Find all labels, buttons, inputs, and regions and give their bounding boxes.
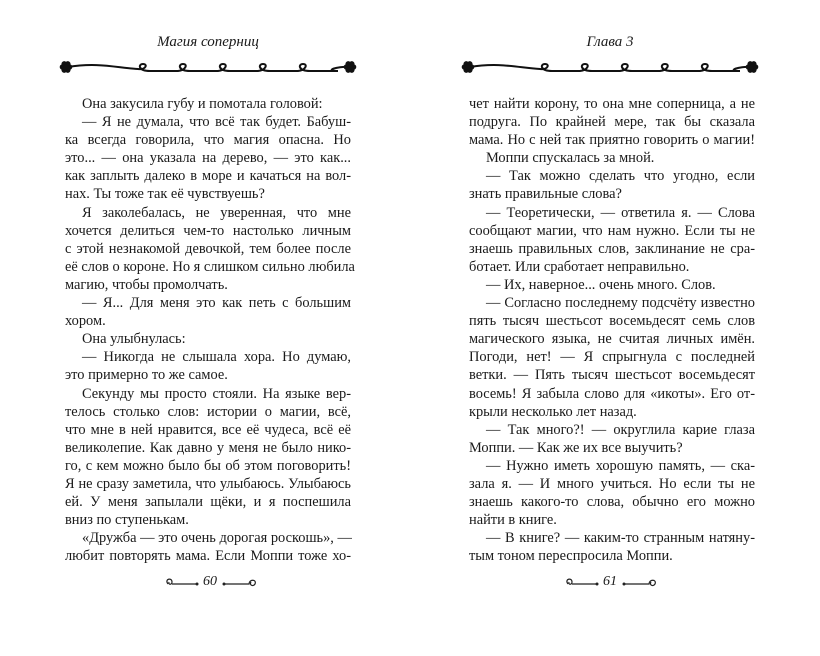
- text-line: чет найти корону, то она мне соперница, а не: [469, 96, 755, 112]
- flourish-left-icon: [164, 575, 200, 589]
- text-column: [469, 95, 755, 565]
- running-head: Магия соперниц: [157, 34, 259, 50]
- text-line: хочется делиться чем-то настолько личным: [65, 222, 351, 239]
- text-line: найти в книге.: [469, 512, 557, 529]
- page-number-text: 60: [203, 574, 217, 589]
- text-line: Она закусила губу и помотала головой:: [82, 96, 323, 112]
- text-line: ветки. — Пять тысяч шестьсот восемьдесят: [469, 367, 755, 384]
- text-line: ей. У меня запылали щёки, и я поспешила: [65, 494, 351, 511]
- flower-icon: [344, 61, 357, 73]
- page-number: [140, 574, 280, 590]
- text-line: — Так можно сделать что угодно, если: [486, 168, 755, 185]
- text-line: знать правильные слова?: [469, 186, 622, 203]
- text-line: Погоди, нет! — Я спрыгнула с последней: [469, 349, 755, 366]
- flower-icon: [60, 61, 73, 73]
- page-number-text: 61: [603, 574, 617, 589]
- text-line: великолепие. Как давно у меня не было нико-: [65, 439, 351, 456]
- text-line: Моппи спускалась за мной.: [486, 150, 655, 167]
- text-line: с этой незнакомой девочкой, тем более после: [65, 240, 351, 257]
- text-line: Моппи. — Как же их все выучить?: [469, 439, 683, 456]
- text-line: — Так много?! — округлила карие глаза: [486, 421, 755, 438]
- text-line: — В книге? — каким-то странным натяну-: [486, 530, 755, 547]
- text-line: хором.: [65, 313, 106, 330]
- text-line: ка всегда говорила, что магия опасна. Но: [65, 132, 351, 149]
- text-line: её слов о короне. Но я слишком сильно любила: [65, 258, 355, 275]
- text-line: как заплыть далеко в море и качаться на вол-: [65, 168, 351, 185]
- text-line: это... — она указала на дерево, — это как...: [65, 150, 351, 167]
- text-line: ботает. Или сработает неправильно.: [469, 258, 690, 275]
- text-line: Она улыбнулась:: [82, 331, 186, 348]
- text-line: это примерно то же самое.: [65, 367, 228, 384]
- running-head: Глава 3: [586, 34, 634, 50]
- text-line: — Я не думала, что всё так будет. Бабуш-: [82, 114, 351, 131]
- text-line: телось столько слов: истории о магии, всё,: [65, 403, 351, 420]
- text-line: восемь! Я забыла слово для «икоты». Его от-: [469, 385, 755, 402]
- text-line: — Я... Для меня это как петь с большим: [82, 295, 351, 312]
- text-line: подруга. По крайней мере, так бы сказала: [469, 114, 755, 131]
- text-line: — Согласно последнему подсчёту известно: [486, 295, 755, 312]
- text-line: зала я. — И много учиться. Но если ты не: [469, 475, 755, 492]
- text-line: вниз по ступенькам.: [65, 512, 189, 529]
- text-line: — Никогда не слышала хора. Но думаю,: [82, 349, 351, 366]
- header-ornament: [460, 54, 760, 80]
- text-line: пять тысяч шестьсот восемьдесят семь слов: [469, 313, 755, 330]
- flourish-right-icon: [221, 575, 257, 589]
- text-line: Я заколебалась, не уверенная, что мне: [82, 204, 351, 221]
- flourish-left-icon: [564, 575, 600, 589]
- text-line: любит повторять мама. Если Моппи тоже хо-: [65, 548, 351, 565]
- header-ornament: [58, 54, 358, 80]
- flower-icon: [746, 61, 759, 73]
- flourish-right-icon: [621, 575, 657, 589]
- text-line: Секунду мы просто стояли. На языке вер-: [82, 385, 351, 402]
- flower-icon: [462, 61, 475, 73]
- text-line: — Их, наверное... очень много. Слов.: [486, 276, 716, 293]
- text-line: знаешь правильных слов, заклинание не сра-: [469, 240, 755, 257]
- text-line: сообщают магии, что нам нужно. Если ты не: [469, 222, 755, 239]
- text-line: Я не сразу заметила, что улыбаюсь. Улыбаюсь: [65, 475, 351, 492]
- right-page: [410, 0, 820, 656]
- text-line: — Нужно иметь хорошую память, — ска-: [486, 457, 755, 474]
- text-line: крыли несколько лет назад.: [469, 403, 637, 420]
- text-line: знаешь какого-то слова, обычно его можно: [469, 494, 755, 511]
- text-line: магию, чтобы промолчать.: [65, 276, 228, 293]
- text-line: «Дружба — это очень дорогая роскошь», —: [82, 530, 352, 547]
- text-line: тым тоном переспросила Моппи.: [469, 548, 673, 565]
- text-line: магического языка, не считая личных имён.: [469, 331, 755, 348]
- text-line: что мне в ней нравится, все её чудеса, всё её: [65, 421, 351, 438]
- text-line: го, с кем можно было бы об этом поговорить!: [65, 457, 351, 474]
- page-number: [540, 574, 680, 590]
- text-column: [65, 95, 355, 565]
- text-line: — Теоретически, — ответила я. — Слова: [486, 204, 755, 221]
- text-line: мама. Но с ней так приятно говорить о магии!: [469, 132, 755, 149]
- text-line: нах. Ты тоже так её чувствуешь?: [65, 186, 265, 203]
